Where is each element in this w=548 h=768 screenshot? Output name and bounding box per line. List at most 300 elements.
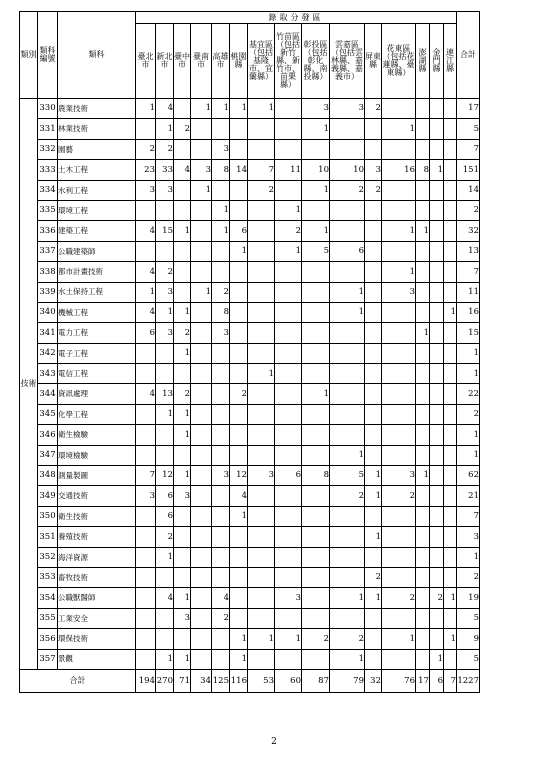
count-cell <box>416 649 430 669</box>
count-cell <box>174 262 191 282</box>
row-total: 151 <box>457 160 480 180</box>
count-cell: 2 <box>212 282 230 302</box>
count-cell <box>275 649 302 669</box>
count-cell <box>191 384 212 404</box>
count-cell <box>191 445 212 465</box>
count-cell: 33 <box>156 160 174 180</box>
count-cell: 3 <box>382 466 416 486</box>
count-cell: 1 <box>248 99 275 119</box>
row-total: 32 <box>457 221 480 241</box>
row-total: 21 <box>457 486 480 506</box>
total-cell: 32 <box>365 669 382 692</box>
count-cell <box>416 547 430 567</box>
count-cell <box>230 343 248 363</box>
row-total: 7 <box>457 506 480 526</box>
subject-code: 341 <box>38 323 58 343</box>
count-cell <box>275 364 302 384</box>
subject-code: 342 <box>38 343 58 363</box>
count-cell <box>444 506 457 526</box>
subject-code: 345 <box>38 404 58 424</box>
count-cell <box>416 588 430 608</box>
subject-name: 園藝 <box>58 139 136 159</box>
subject-code: 355 <box>38 608 58 628</box>
count-cell <box>302 547 330 567</box>
count-cell <box>136 119 156 139</box>
count-cell <box>174 180 191 200</box>
count-cell <box>430 608 444 628</box>
table-row <box>20 160 480 180</box>
count-cell <box>444 241 457 261</box>
header-region: 臺北市 <box>136 24 156 99</box>
count-cell: 4 <box>174 160 191 180</box>
count-cell <box>212 364 230 384</box>
count-cell: 2 <box>174 323 191 343</box>
count-cell <box>444 486 457 506</box>
count-cell <box>248 588 275 608</box>
table-row <box>20 445 480 465</box>
table-row <box>20 629 480 649</box>
count-cell <box>174 139 191 159</box>
subject-name: 環境檢驗 <box>58 445 136 465</box>
count-cell <box>230 139 248 159</box>
count-cell: 3 <box>302 99 330 119</box>
count-cell: 1 <box>174 302 191 322</box>
header-region: 基宜區（包括基隆市、宜蘭縣） <box>248 24 275 99</box>
table-row <box>20 343 480 363</box>
count-cell <box>444 139 457 159</box>
count-cell <box>416 486 430 506</box>
count-cell <box>191 425 212 445</box>
table-row <box>20 139 480 159</box>
header-region: 彰投區（包括彰化縣、南投縣） <box>302 24 330 99</box>
count-cell <box>191 608 212 628</box>
row-total: 1 <box>457 445 480 465</box>
count-cell <box>212 567 230 587</box>
count-cell: 4 <box>212 588 230 608</box>
count-cell <box>444 282 457 302</box>
subject-name: 都市計畫技術 <box>58 262 136 282</box>
row-total: 9 <box>457 629 480 649</box>
count-cell: 1 <box>382 262 416 282</box>
row-total: 5 <box>457 649 480 669</box>
count-cell <box>330 262 365 282</box>
count-cell: 2 <box>382 588 416 608</box>
count-cell <box>430 404 444 424</box>
header-region: 臺南市 <box>191 24 212 99</box>
count-cell <box>382 547 416 567</box>
count-cell <box>212 445 230 465</box>
table-row <box>20 506 480 526</box>
count-cell: 1 <box>230 629 248 649</box>
count-cell <box>302 323 330 343</box>
count-cell: 3 <box>156 180 174 200</box>
count-cell <box>275 547 302 567</box>
count-cell <box>444 99 457 119</box>
count-cell: 1 <box>302 180 330 200</box>
count-cell: 4 <box>136 384 156 404</box>
count-cell: 2 <box>156 262 174 282</box>
count-cell: 1 <box>302 221 330 241</box>
count-cell <box>382 527 416 547</box>
count-cell <box>444 466 457 486</box>
total-cell: 17 <box>416 669 430 692</box>
count-cell <box>212 241 230 261</box>
count-cell: 6 <box>156 506 174 526</box>
count-cell <box>191 466 212 486</box>
count-cell <box>212 486 230 506</box>
header-subject: 類科 <box>58 12 136 99</box>
count-cell <box>365 608 382 628</box>
count-cell <box>302 649 330 669</box>
count-cell: 3 <box>275 588 302 608</box>
count-cell <box>416 527 430 547</box>
count-cell: 16 <box>382 160 416 180</box>
count-cell: 3 <box>330 99 365 119</box>
count-cell <box>248 486 275 506</box>
count-cell <box>416 139 430 159</box>
count-cell <box>156 200 174 220</box>
header-region: 花東區（包括花蓮縣、臺東縣） <box>382 24 416 99</box>
table-row <box>20 302 480 322</box>
subject-name: 電信工程 <box>58 364 136 384</box>
table-row <box>20 425 480 445</box>
count-cell <box>230 567 248 587</box>
subject-code: 347 <box>38 445 58 465</box>
count-cell <box>430 466 444 486</box>
count-cell: 3 <box>174 486 191 506</box>
count-cell <box>416 119 430 139</box>
header-region: 臺中市 <box>174 24 191 99</box>
count-cell <box>212 384 230 404</box>
header-region: 桃園縣 <box>230 24 248 99</box>
row-total: 2 <box>457 200 480 220</box>
count-cell <box>302 445 330 465</box>
count-cell <box>275 445 302 465</box>
header-region: 金門縣 <box>430 24 444 99</box>
count-cell <box>330 200 365 220</box>
count-cell: 1 <box>330 649 365 669</box>
count-cell <box>230 323 248 343</box>
count-cell: 2 <box>156 139 174 159</box>
count-cell: 1 <box>416 221 430 241</box>
count-cell: 2 <box>230 384 248 404</box>
count-cell <box>248 302 275 322</box>
count-cell <box>275 180 302 200</box>
count-cell <box>430 384 444 404</box>
count-cell <box>365 221 382 241</box>
count-cell <box>444 160 457 180</box>
count-cell <box>302 486 330 506</box>
count-cell <box>275 282 302 302</box>
count-cell: 1 <box>330 302 365 322</box>
count-cell <box>330 608 365 628</box>
count-cell <box>444 180 457 200</box>
count-cell: 1 <box>136 282 156 302</box>
count-cell <box>191 588 212 608</box>
count-cell: 6 <box>230 221 248 241</box>
count-cell <box>430 364 444 384</box>
header-category: 類別 <box>20 12 38 99</box>
assignment-table <box>19 11 480 693</box>
count-cell <box>365 404 382 424</box>
count-cell <box>248 262 275 282</box>
count-cell <box>444 262 457 282</box>
count-cell <box>382 323 416 343</box>
count-cell <box>191 649 212 669</box>
total-cell: 79 <box>330 669 365 692</box>
count-cell: 1 <box>444 302 457 322</box>
count-cell <box>191 629 212 649</box>
count-cell: 8 <box>212 160 230 180</box>
count-cell: 7 <box>248 160 275 180</box>
subject-code: 357 <box>38 649 58 669</box>
count-cell <box>365 547 382 567</box>
table-row <box>20 527 480 547</box>
count-cell: 1 <box>275 200 302 220</box>
count-cell <box>430 547 444 567</box>
subject-name: 化學工程 <box>58 404 136 424</box>
count-cell <box>302 139 330 159</box>
count-cell: 12 <box>156 466 174 486</box>
count-cell <box>382 241 416 261</box>
count-cell <box>382 425 416 445</box>
table-row <box>20 567 480 587</box>
count-cell: 11 <box>275 160 302 180</box>
count-cell <box>302 302 330 322</box>
count-cell <box>191 139 212 159</box>
row-total: 15 <box>457 323 480 343</box>
row-total: 1 <box>457 343 480 363</box>
count-cell: 1 <box>174 649 191 669</box>
count-cell: 1 <box>212 221 230 241</box>
count-cell <box>382 139 416 159</box>
count-cell: 4 <box>156 588 174 608</box>
count-cell <box>230 119 248 139</box>
count-cell <box>248 200 275 220</box>
count-cell <box>302 425 330 445</box>
count-cell: 6 <box>156 486 174 506</box>
count-cell: 7 <box>136 466 156 486</box>
count-cell <box>430 629 444 649</box>
page-number: 2 <box>271 737 277 747</box>
count-cell: 2 <box>382 486 416 506</box>
count-cell: 3 <box>136 180 156 200</box>
count-cell <box>302 506 330 526</box>
count-cell <box>416 99 430 119</box>
row-total: 16 <box>457 302 480 322</box>
count-cell <box>275 262 302 282</box>
count-cell <box>302 343 330 363</box>
count-cell <box>248 567 275 587</box>
subject-name: 養殖技術 <box>58 527 136 547</box>
count-cell: 1 <box>365 466 382 486</box>
count-cell <box>444 384 457 404</box>
count-cell <box>212 180 230 200</box>
count-cell <box>275 302 302 322</box>
count-cell <box>230 282 248 302</box>
row-total: 1 <box>457 364 480 384</box>
header-region: 新北市 <box>156 24 174 99</box>
row-total: 62 <box>457 466 480 486</box>
count-cell: 2 <box>365 180 382 200</box>
subject-code: 336 <box>38 221 58 241</box>
count-cell <box>444 567 457 587</box>
subject-code: 337 <box>38 241 58 261</box>
count-cell: 1 <box>230 506 248 526</box>
count-cell: 2 <box>330 629 365 649</box>
count-cell: 1 <box>191 99 212 119</box>
row-total: 5 <box>457 119 480 139</box>
count-cell <box>330 323 365 343</box>
category-cell: 技術 <box>20 99 38 670</box>
count-cell <box>212 343 230 363</box>
count-cell <box>156 343 174 363</box>
count-cell <box>136 506 156 526</box>
count-cell <box>430 527 444 547</box>
header-region: 連江縣 <box>444 24 457 99</box>
count-cell <box>212 262 230 282</box>
subject-name: 農業技術 <box>58 99 136 119</box>
count-cell <box>302 282 330 302</box>
count-cell <box>174 200 191 220</box>
subject-name: 測量製圖 <box>58 466 136 486</box>
count-cell <box>136 425 156 445</box>
count-cell <box>275 425 302 445</box>
count-cell: 1 <box>302 384 330 404</box>
count-cell <box>248 221 275 241</box>
count-cell <box>382 608 416 628</box>
count-cell <box>416 608 430 628</box>
count-cell <box>174 547 191 567</box>
count-cell <box>330 425 365 445</box>
subject-code: 348 <box>38 466 58 486</box>
total-cell: 6 <box>430 669 444 692</box>
subject-code: 349 <box>38 486 58 506</box>
count-cell: 1 <box>230 99 248 119</box>
count-cell: 3 <box>212 323 230 343</box>
count-cell: 2 <box>302 629 330 649</box>
count-cell <box>444 221 457 241</box>
table-row <box>20 99 480 119</box>
count-cell <box>430 323 444 343</box>
count-cell <box>136 445 156 465</box>
row-total: 7 <box>457 262 480 282</box>
count-cell <box>156 567 174 587</box>
subject-name: 環境工程 <box>58 200 136 220</box>
count-cell <box>365 649 382 669</box>
count-cell <box>275 323 302 343</box>
count-cell: 1 <box>174 466 191 486</box>
count-cell <box>382 506 416 526</box>
count-cell <box>330 384 365 404</box>
count-cell: 1 <box>230 241 248 261</box>
count-cell: 2 <box>248 180 275 200</box>
table-row <box>20 364 480 384</box>
count-cell <box>302 200 330 220</box>
table-row <box>20 649 480 669</box>
subject-name: 電力工程 <box>58 323 136 343</box>
total-cell: 53 <box>248 669 275 692</box>
count-cell: 1 <box>416 323 430 343</box>
count-cell <box>275 527 302 547</box>
count-cell: 5 <box>330 466 365 486</box>
count-cell: 3 <box>212 466 230 486</box>
count-cell: 1 <box>174 343 191 363</box>
count-cell <box>444 649 457 669</box>
count-cell: 23 <box>136 160 156 180</box>
count-cell <box>430 506 444 526</box>
count-cell <box>444 323 457 343</box>
table-row <box>20 221 480 241</box>
subject-code: 339 <box>38 282 58 302</box>
header-region: 竹苗區（包括新竹縣、新竹市、苗栗縣） <box>275 24 302 99</box>
header-region: 高雄市 <box>212 24 230 99</box>
count-cell <box>302 608 330 628</box>
count-cell: 2 <box>156 527 174 547</box>
count-cell <box>136 343 156 363</box>
count-cell: 3 <box>136 486 156 506</box>
count-cell <box>275 139 302 159</box>
count-cell <box>416 567 430 587</box>
count-cell <box>275 486 302 506</box>
count-cell <box>136 547 156 567</box>
count-cell <box>156 364 174 384</box>
count-cell <box>430 343 444 363</box>
count-cell <box>302 567 330 587</box>
count-cell <box>174 527 191 547</box>
count-cell <box>416 343 430 363</box>
count-cell: 1 <box>230 649 248 669</box>
count-cell: 1 <box>174 404 191 424</box>
count-cell: 3 <box>191 160 212 180</box>
count-cell <box>382 384 416 404</box>
subject-code: 332 <box>38 139 58 159</box>
count-cell <box>365 262 382 282</box>
count-cell: 13 <box>156 384 174 404</box>
total-row <box>20 669 480 692</box>
count-cell: 1 <box>302 119 330 139</box>
subject-name: 資訊處理 <box>58 384 136 404</box>
count-cell <box>416 302 430 322</box>
row-total: 2 <box>457 404 480 424</box>
count-cell: 3 <box>382 282 416 302</box>
count-cell: 1 <box>248 364 275 384</box>
count-cell: 1 <box>191 282 212 302</box>
count-cell <box>430 180 444 200</box>
count-cell: 1 <box>330 282 365 302</box>
count-cell: 14 <box>230 160 248 180</box>
count-cell: 4 <box>156 99 174 119</box>
count-cell <box>430 99 444 119</box>
total-cell: 60 <box>275 669 302 692</box>
count-cell <box>212 629 230 649</box>
count-cell: 4 <box>136 302 156 322</box>
total-label: 合計 <box>20 669 136 692</box>
count-cell <box>416 425 430 445</box>
count-cell <box>248 608 275 628</box>
count-cell <box>136 567 156 587</box>
count-cell <box>230 364 248 384</box>
subject-name: 公職獸醫師 <box>58 588 136 608</box>
count-cell <box>174 567 191 587</box>
subject-name: 水利工程 <box>58 180 136 200</box>
count-cell <box>275 343 302 363</box>
count-cell <box>191 486 212 506</box>
count-cell <box>416 241 430 261</box>
count-cell <box>212 404 230 424</box>
count-cell <box>156 608 174 628</box>
count-cell: 3 <box>248 466 275 486</box>
